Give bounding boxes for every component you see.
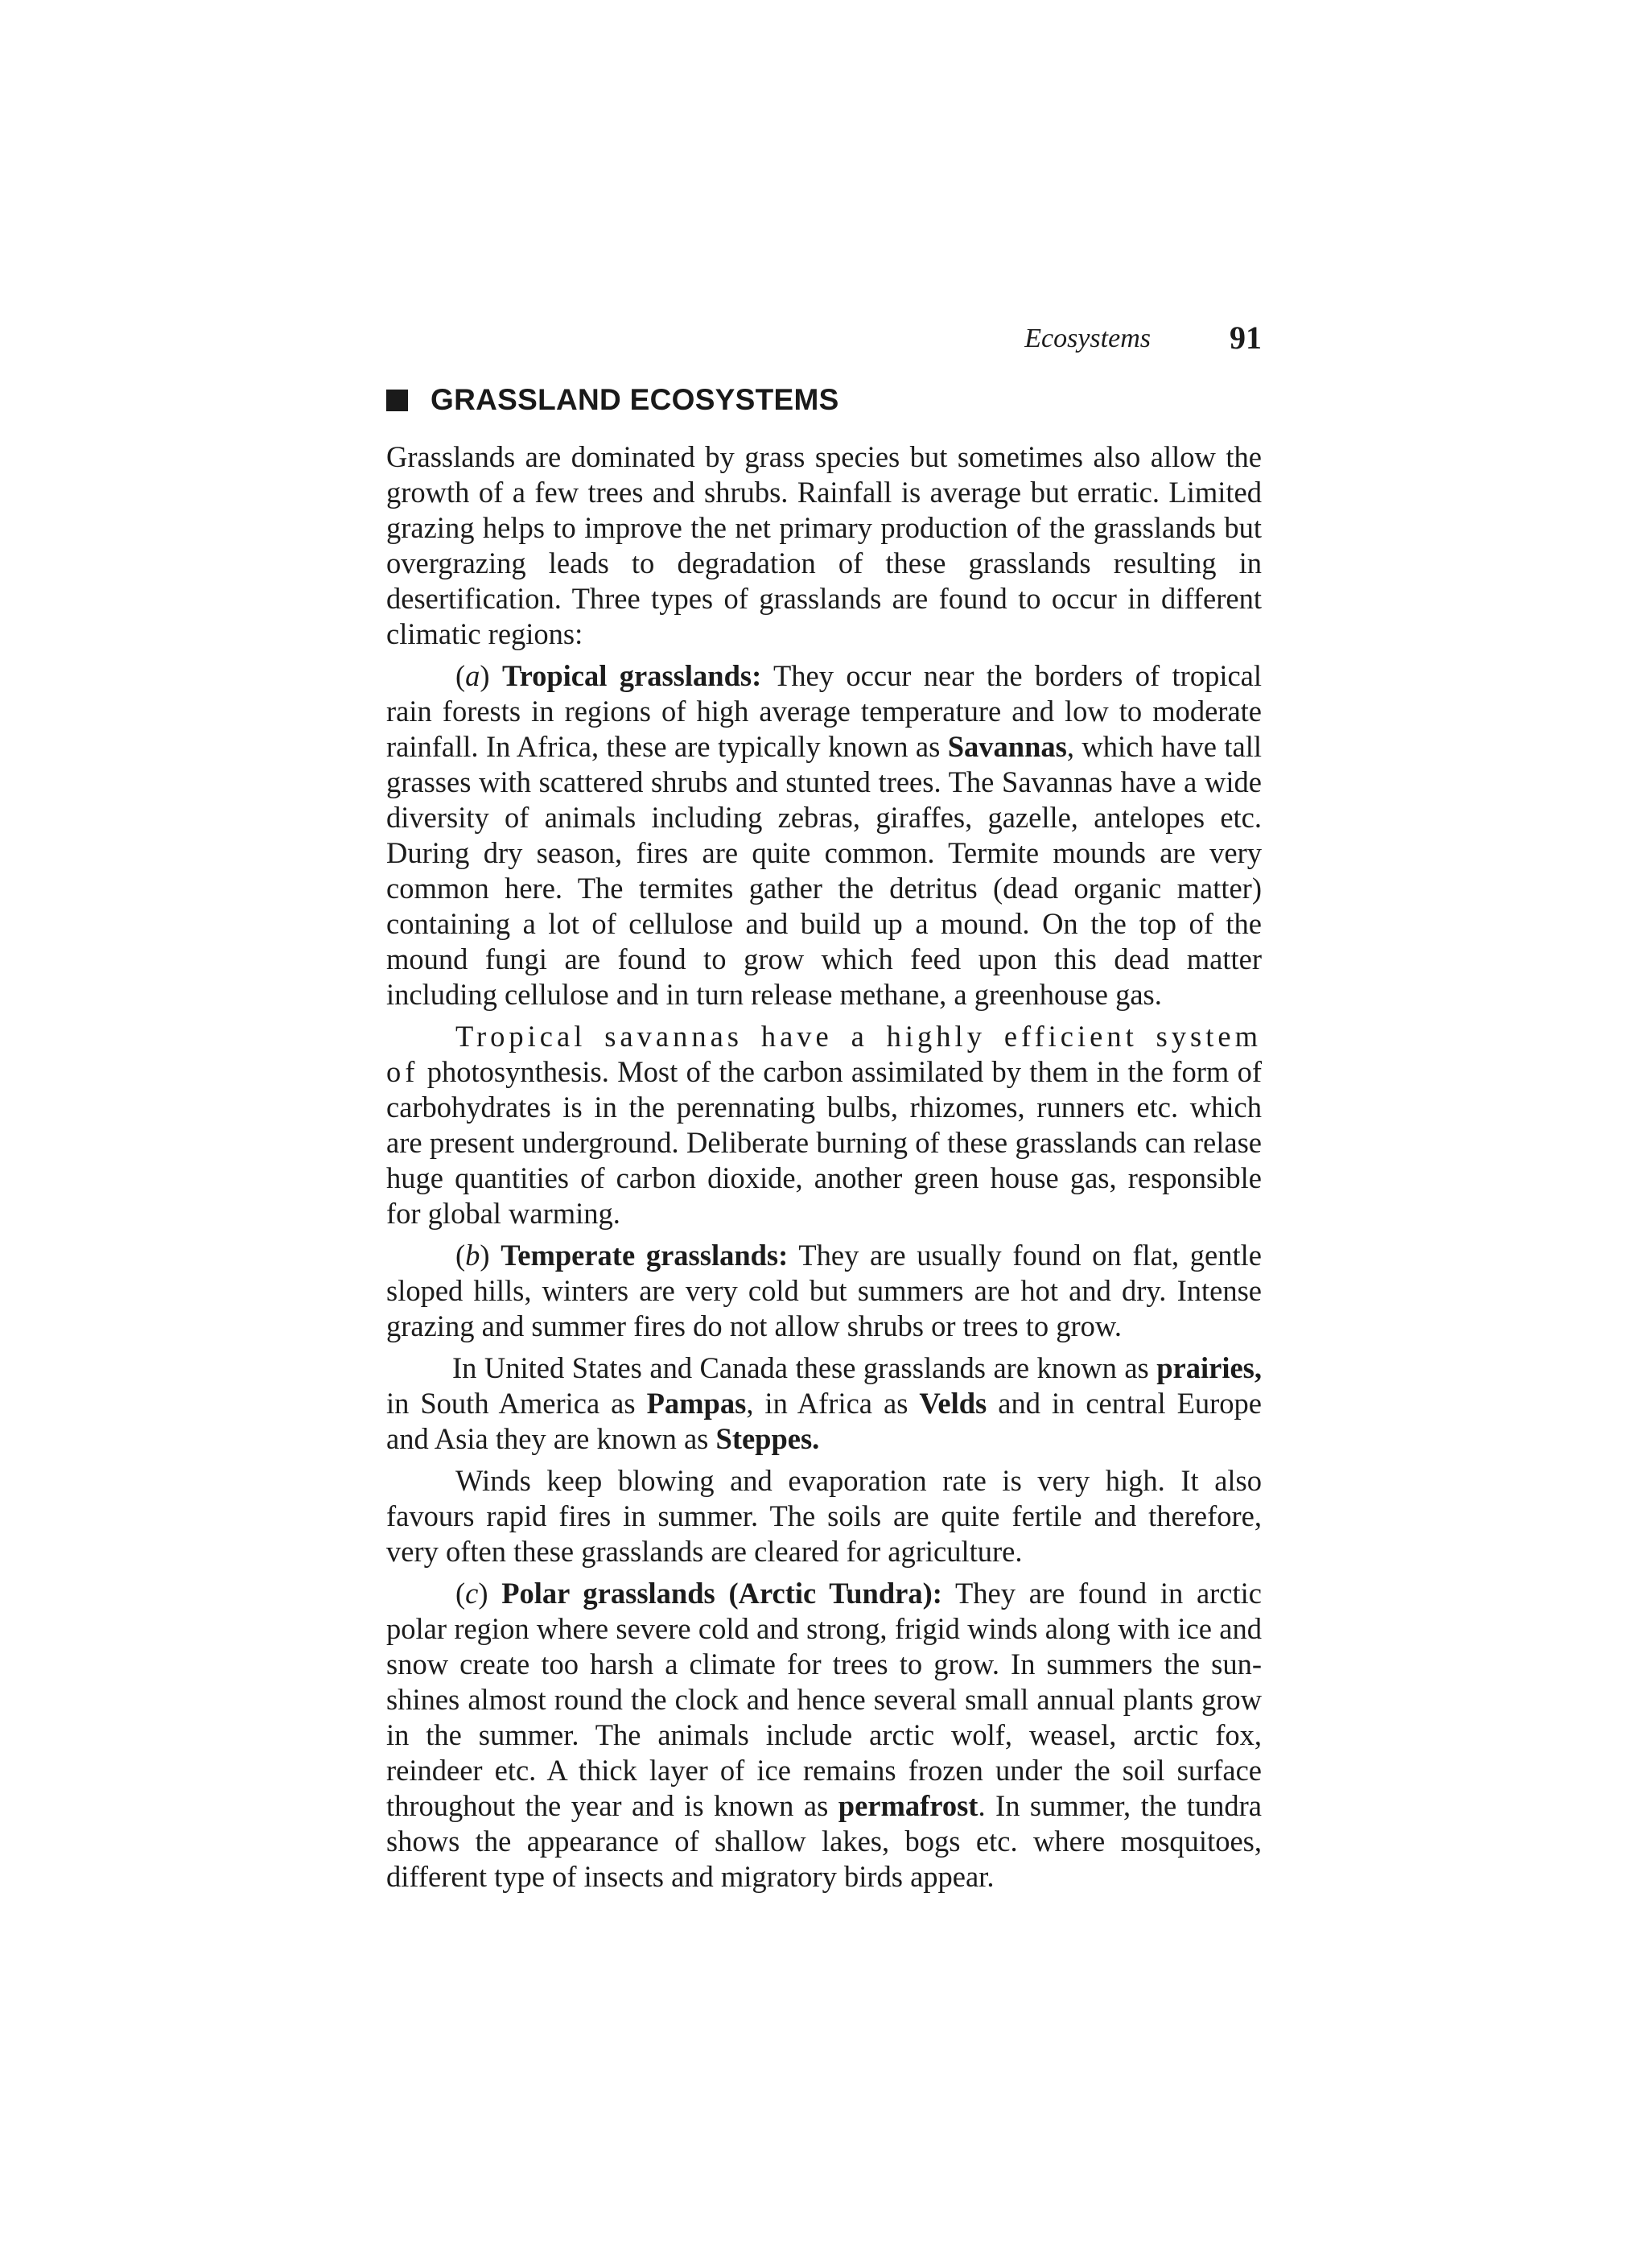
names-text-3: , in Africa as bbox=[746, 1387, 920, 1420]
names-text-4: and in central Europe and Asia they are known as bbox=[386, 1387, 1263, 1455]
list-marker-open: ( bbox=[455, 1577, 466, 1610]
paragraph-tropical-grasslands bbox=[386, 658, 1262, 1012]
section-heading bbox=[386, 383, 839, 417]
paragraph-winds bbox=[386, 1463, 1262, 1569]
term-steppes: Steppes. bbox=[715, 1422, 820, 1455]
savanna-lead-text: Tropical savannas have a highly efficient system of bbox=[386, 1020, 1262, 1088]
term-prairies: prairies, bbox=[1156, 1351, 1262, 1384]
list-marker-close: ) bbox=[480, 1239, 501, 1272]
term-permafrost: permafrost bbox=[838, 1789, 978, 1822]
list-marker-letter: a bbox=[465, 659, 480, 692]
list-marker-letter: b bbox=[465, 1239, 480, 1272]
paragraph-temperate-grasslands bbox=[386, 1238, 1262, 1344]
term-polar-grasslands: Polar grasslands (Arctic Tundra): bbox=[501, 1577, 942, 1610]
savanna-rest-text: photosynthesis. Most of the carbon assimilated by them in the form of carbohydrates is in the perennating bulbs, rhizomes, runners etc. which are present underground. Deliberate burning of these grasslands can relase huge quantities of carbon dioxide, another green house gas, responsible for global warming. bbox=[386, 1055, 1262, 1230]
names-text-2: in South America as bbox=[386, 1387, 647, 1420]
paragraph-regional-names bbox=[386, 1350, 1262, 1457]
square-bullet-icon bbox=[386, 390, 408, 411]
term-savannas: Savannas bbox=[947, 730, 1067, 763]
term-velds: Velds bbox=[919, 1387, 987, 1420]
polar-text-1: They are found in arctic polar region where severe cold and strong, frigid winds along with ice and snow create too harsh a climate for trees to grow. In summers the sun-shines almost round the clock and hence several small annual plants grow in the summer. The animals include arctic wolf, weasel, arctic fox, reindeer etc. A thick layer of ice remains frozen under the soil surface throughout the year and is known as bbox=[386, 1577, 1262, 1822]
term-temperate-grasslands: Temperate grasslands: bbox=[501, 1239, 789, 1272]
body-text bbox=[386, 439, 1262, 1901]
paragraph-tropical-savannas bbox=[386, 1019, 1262, 1231]
running-title: Ecosystems bbox=[1024, 324, 1151, 353]
tropical-text-2: , which have tall grasses with scattered shrubs and stunted trees. The Savannas have a wide diversity of animals including zebras, giraffes, gazelle, antelopes etc. During dry season, fires are quite common. Termite mounds are very common here. The termites gather the detritus (dead organic matter) containing a lot of cellulose and build up a mound. On the top of the mound fungi are found to grow which feed upon this dead matter including cellulose and in turn release methane, a greenhouse gas. bbox=[386, 730, 1262, 1011]
polar-text-2: . In summer, the tundra shows the appearance of shallow lakes, bogs etc. where mosquitoes, different type of insects and migratory birds appear. bbox=[386, 1789, 1262, 1893]
term-tropical-grasslands: Tropical grasslands: bbox=[501, 659, 762, 692]
winds-text: Winds keep blowing and evaporation rate is very high. It also favours rapid fires in summer. The soils are quite fertile and therefore, very often these grasslands are cleared for agriculture. bbox=[386, 1464, 1262, 1568]
tropical-text-1: They occur near the borders of tropical rain forests in regions of high average temperature and low to moderate rainfall. In Africa, these are typically known as bbox=[386, 659, 1262, 763]
list-marker-close: ) bbox=[480, 659, 502, 692]
list-marker-open: ( bbox=[455, 659, 466, 692]
names-text-1: In United States and Canada these grasslands are known as bbox=[452, 1351, 1157, 1384]
section-heading-text: GRASSLAND ECOSYSTEMS bbox=[431, 383, 839, 416]
page-number: 91 bbox=[1230, 320, 1262, 356]
list-marker-open: ( bbox=[455, 1239, 466, 1272]
list-marker-letter: c bbox=[465, 1577, 479, 1610]
intro-text: Grasslands are dominated by grass species but sometimes also allow the growth of a few trees and shrubs. Rainfall is average but erratic. Limited grazing helps to improve the net primary production of the grasslands but overgrazing leads to degradation of these grasslands resulting in desertification. Three types of grasslands are found to occur in different climatic regions: bbox=[386, 440, 1262, 650]
temperate-text: They are usually found on flat, gentle sloped hills, winters are very cold but summers are hot and dry. Intense grazing and summer fires do not allow shrubs or trees to grow. bbox=[386, 1239, 1262, 1342]
list-marker-close: ) bbox=[478, 1577, 502, 1610]
term-pampas: Pampas bbox=[646, 1387, 747, 1420]
paragraph-polar-grasslands bbox=[386, 1576, 1262, 1895]
paragraph-intro bbox=[386, 439, 1262, 652]
running-head bbox=[885, 319, 1262, 359]
